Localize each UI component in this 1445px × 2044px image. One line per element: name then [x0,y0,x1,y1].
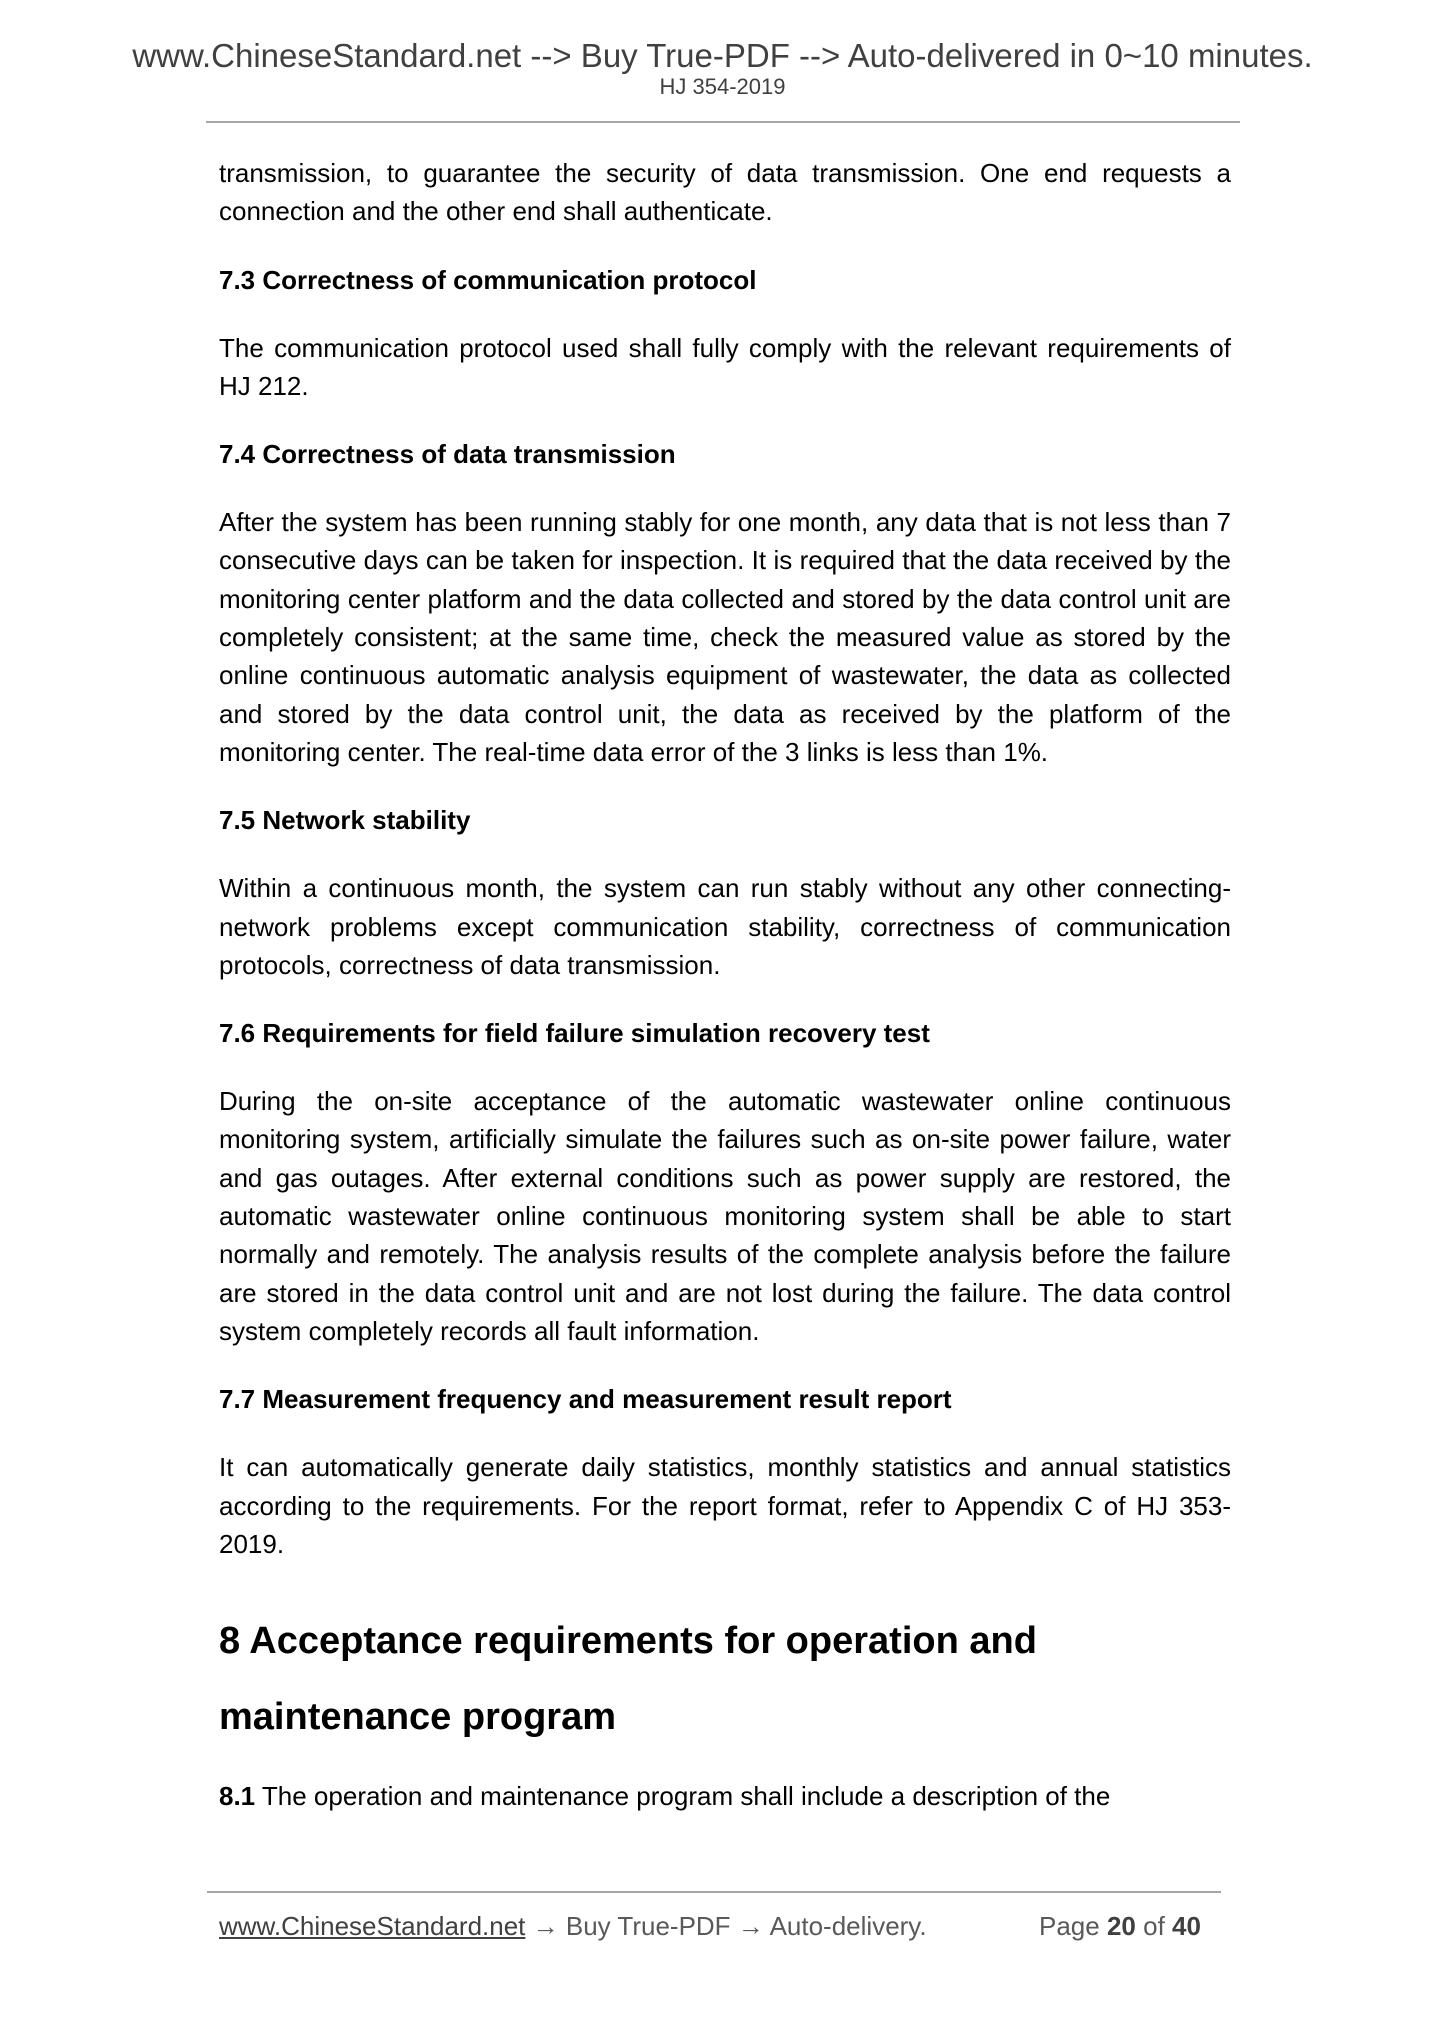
chapter-heading-line-1: 8 Acceptance requirements for operation and [219,1620,1037,1663]
header-divider [206,121,1240,123]
page-of: of [1143,1911,1165,1941]
footer-tagline: → Buy True-PDF → Auto-delivery. [525,1911,927,1941]
section-heading-7-7: 7.7 Measurement frequency and measurement result report [219,1384,952,1415]
chapter-heading-line-2: maintenance program [219,1696,616,1739]
top-banner: www.ChineseStandard.net --> Buy True-PDF --> Auto-delivered in 0~10 minutes. [132,37,1313,74]
section-heading-7-3: 7.3 Correctness of communication protocol [219,264,757,295]
section-text-7-7: It can automatically generate daily statistics, monthly statistics and annual statistics according to the requirements. For the report format, refer to Appendix C of HJ 353-2019. [219,1452,1231,1559]
section-text-7-3: The communication protocol used shall fully comply with the relevant requirements of HJ 212. [219,332,1231,401]
website-link[interactable]: www.ChineseStandard.net [219,1911,526,1941]
page-total: 40 [1172,1911,1201,1941]
continued-paragraph: transmission, to guarantee the security of data transmission. One end requests a connection and the other end shall authenticate. [219,158,1231,227]
clause-8-1 [219,1777,1231,1815]
section-text-7-5: Within a continuous month, the system can run stably without any other connecting-network problems except communication stability, correctness of communication protocols, correctness of data transmission. [219,873,1231,980]
section-text-7-6: During the on-site acceptance of the automatic wastewater online continuous monitoring system, artificially simulate the failures such as on-site power failure, water and gas outages. After external conditions such as power supply are restored, the automatic wastewater online continuous monitoring system shall be able to start normally and remotely. The analysis results of the complete analysis before the failure are stored in the data control unit and are not lost during the failure. The data control system completely records all fault information. [219,1086,1231,1346]
section-heading-7-5: 7.5 Network stability [219,805,471,836]
footer-divider [207,1891,1221,1893]
document-code: HJ 354-2019 [659,74,786,99]
page-current: 20 [1106,1911,1136,1941]
page-number [1039,1909,1201,1943]
section-text-7-4: After the system has been running stably for one month, any data that is not less than 7 consecutive days can be taken for inspection. It is required that the data received by the monitoring center platform and the data collected and stored by the data control unit are completely consistent; at the same time, check the measured value as stored by the online continuous automatic analysis equipment of wastewater, the data as collected and stored by the data control unit, the data as received by the platform of the monitoring center. The real-time data error of the 3 links is less than 1%. [219,507,1231,767]
section-heading-7-6: 7.6 Requirements for field failure simulation recovery test [219,1018,930,1049]
clause-number: 8.1 [219,1781,256,1812]
section-heading-7-4: 7.4 Correctness of data transmission [219,439,676,470]
chapter-heading-8 [219,1603,1231,1755]
page-label: Page [1039,1911,1100,1941]
clause-text: The operation and maintenance program shall include a description of the [255,1781,1111,1812]
page-content [219,154,1231,1815]
page-footer [219,1909,1231,1943]
